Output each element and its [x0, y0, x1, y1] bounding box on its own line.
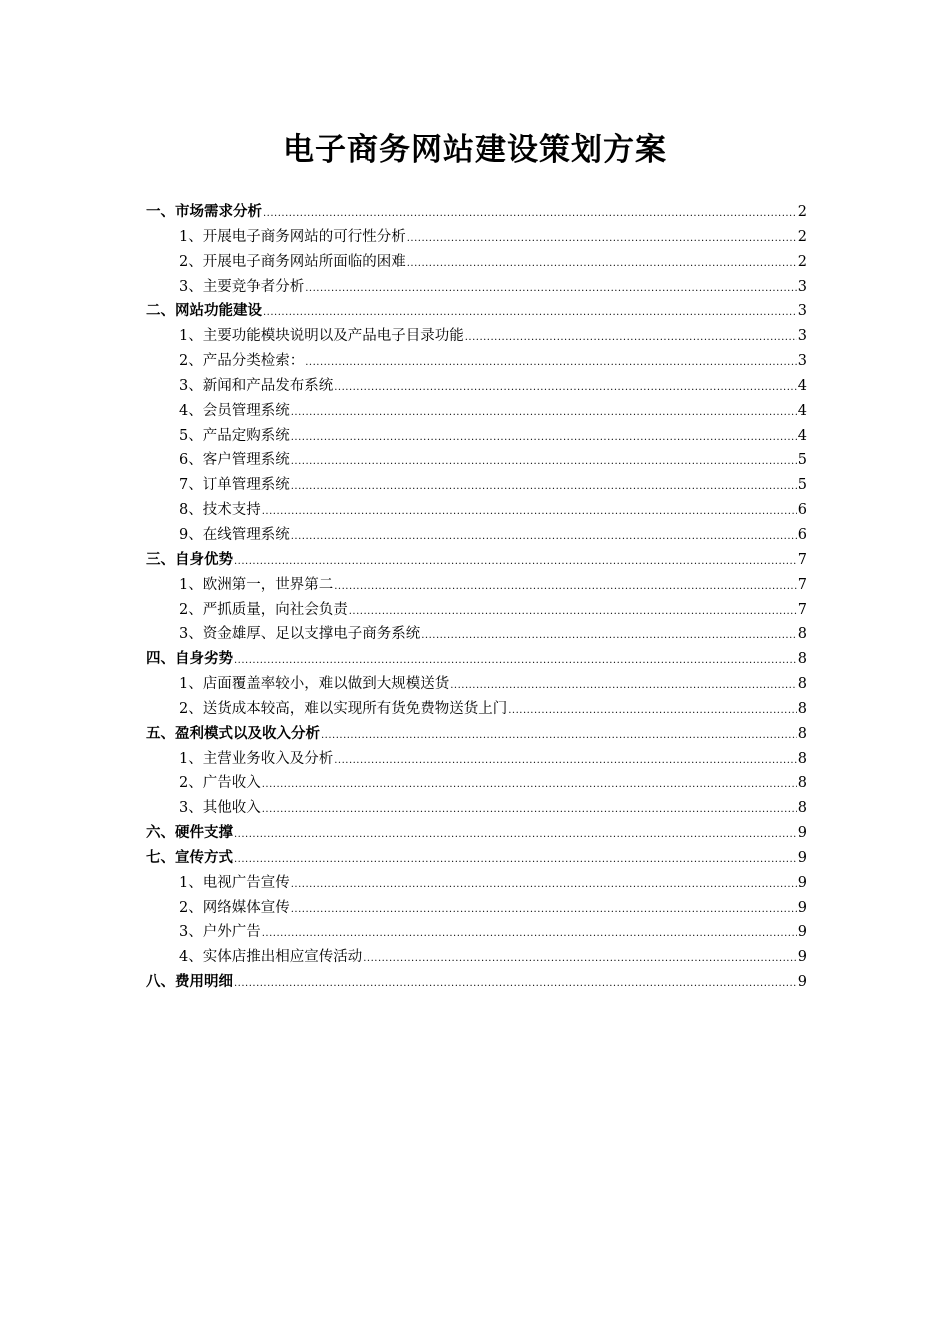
- toc-dot-leader: [262, 922, 797, 947]
- toc-subsection-entry[interactable]: [146, 896, 807, 921]
- toc-page-number: 4: [797, 402, 807, 419]
- toc-page-number: 2: [797, 204, 807, 220]
- toc-subsection-entry[interactable]: [146, 697, 807, 722]
- toc-page-number: 9: [797, 949, 807, 966]
- toc-entry-label: 二、网站功能建设: [146, 303, 262, 320]
- toc-subsection-entry[interactable]: [146, 672, 807, 697]
- toc-dot-leader: [421, 624, 797, 649]
- toc-page-number: 5: [797, 452, 807, 469]
- toc-subsection-entry[interactable]: [146, 448, 807, 473]
- toc-page-number: 3: [797, 328, 807, 345]
- toc-section-entry[interactable]: [146, 647, 807, 672]
- toc-dot-leader: [305, 351, 797, 376]
- toc-page-number: 4: [797, 377, 807, 394]
- toc-entry-label: 八、费用明细: [146, 974, 233, 991]
- toc-subsection-entry[interactable]: [146, 374, 807, 399]
- toc-entry-label: 1、欧洲第一，世界第二: [179, 576, 334, 593]
- toc-subsection-entry[interactable]: [146, 250, 807, 275]
- toc-page-number: 2: [797, 228, 807, 245]
- toc-entry-label: 9、在线管理系统: [179, 526, 290, 543]
- toc-entry-label: 四、自身劣势: [146, 651, 233, 668]
- toc-subsection-entry[interactable]: [146, 945, 807, 970]
- toc-page-number: 4: [797, 427, 807, 444]
- table-of-contents: [146, 200, 807, 995]
- toc-page-number: 2: [797, 253, 807, 270]
- toc-subsection-entry[interactable]: [146, 498, 807, 523]
- toc-dot-leader: [334, 749, 797, 774]
- toc-page-number: 9: [797, 924, 807, 941]
- toc-entry-label: 7、订单管理系统: [179, 477, 290, 494]
- toc-subsection-entry[interactable]: [146, 349, 807, 374]
- toc-dot-leader: [263, 202, 797, 227]
- toc-subsection-entry[interactable]: [146, 424, 807, 449]
- toc-page-number: 3: [797, 353, 807, 370]
- toc-page-number: 3: [797, 278, 807, 295]
- toc-subsection-entry[interactable]: [146, 920, 807, 945]
- toc-subsection-entry[interactable]: [146, 622, 807, 647]
- toc-entry-label: 2、网络媒体宣传: [179, 899, 290, 916]
- toc-dot-leader: [291, 450, 797, 475]
- toc-entry-label: 4、实体店推出相应宣传活动: [179, 949, 363, 966]
- toc-subsection-entry[interactable]: [146, 871, 807, 896]
- toc-entry-label: 1、开展电子商务网站的可行性分析: [179, 228, 406, 245]
- toc-dot-leader: [291, 898, 797, 923]
- document-title: 电子商务网站建设策划方案: [283, 132, 667, 168]
- toc-entry-label: 3、其他收入: [179, 800, 261, 817]
- toc-entry-label: 1、店面覆盖率较小，难以做到大规模送货: [179, 676, 450, 693]
- toc-dot-leader: [291, 873, 797, 898]
- toc-dot-leader: [262, 798, 797, 823]
- toc-subsection-entry[interactable]: [146, 473, 807, 498]
- toc-page-number: 8: [797, 775, 807, 792]
- toc-subsection-entry[interactable]: [146, 225, 807, 250]
- toc-entry-label: 6、客户管理系统: [179, 452, 290, 469]
- toc-entry-label: 1、主营业务收入及分析: [179, 750, 334, 767]
- toc-dot-leader: [291, 401, 797, 426]
- toc-dot-leader: [349, 600, 797, 625]
- toc-entry-label: 2、开展电子商务网站所面临的困难: [179, 253, 406, 270]
- toc-page-number: 8: [797, 676, 807, 693]
- toc-page-number: 9: [797, 849, 807, 866]
- toc-dot-leader: [334, 376, 797, 401]
- toc-dot-leader: [262, 773, 797, 798]
- toc-entry-label: 4、会员管理系统: [179, 402, 290, 419]
- toc-dot-leader: [321, 724, 797, 749]
- toc-dot-leader: [407, 227, 797, 252]
- toc-entry-label: 2、广告收入: [179, 775, 261, 792]
- toc-page-number: 5: [797, 477, 807, 494]
- toc-section-entry[interactable]: [146, 970, 807, 995]
- toc-page-number: 8: [797, 626, 807, 643]
- toc-dot-leader: [234, 649, 797, 674]
- toc-page-number: 8: [797, 651, 807, 668]
- toc-subsection-entry[interactable]: [146, 573, 807, 598]
- toc-entry-label: 五、盈利模式以及收入分析: [146, 725, 320, 742]
- toc-entry-label: 3、资金雄厚、足以支撑电子商务系统: [179, 626, 421, 643]
- toc-page-number: 8: [797, 800, 807, 817]
- toc-dot-leader: [234, 550, 797, 575]
- toc-dot-leader: [291, 525, 797, 550]
- toc-dot-leader: [234, 848, 797, 873]
- toc-entry-label: 3、户外广告: [179, 924, 261, 941]
- toc-dot-leader: [363, 947, 797, 972]
- toc-dot-leader: [334, 575, 797, 600]
- toc-entry-label: 1、电视广告宣传: [179, 874, 290, 891]
- toc-section-entry[interactable]: [146, 821, 807, 846]
- toc-entry-label: 3、主要竞争者分析: [179, 278, 305, 295]
- toc-section-entry[interactable]: [146, 299, 807, 324]
- toc-entry-label: 一、市场需求分析: [146, 204, 262, 220]
- toc-entry-label: 七、宣传方式: [146, 849, 233, 866]
- toc-page-number: 7: [797, 601, 807, 618]
- toc-page-number: 7: [797, 551, 807, 568]
- toc-subsection-entry[interactable]: [146, 275, 807, 300]
- toc-page-number: 8: [797, 725, 807, 742]
- toc-dot-leader: [465, 326, 797, 351]
- toc-page-number: 8: [797, 750, 807, 767]
- toc-page-number: 7: [797, 576, 807, 593]
- toc-dot-leader: [263, 301, 797, 326]
- toc-section-entry[interactable]: [146, 846, 807, 871]
- toc-entry-label: 3、新闻和产品发布系统: [179, 377, 334, 394]
- toc-dot-leader: [508, 699, 797, 724]
- toc-entry-label: 2、产品分类检索：: [179, 353, 305, 370]
- toc-page-number: 9: [797, 874, 807, 891]
- toc-subsection-entry[interactable]: [146, 747, 807, 772]
- toc-page-number: 9: [797, 825, 807, 842]
- toc-page-number: 3: [797, 303, 807, 320]
- toc-entry-label: 2、严抓质量，向社会负责: [179, 601, 348, 618]
- toc-dot-leader: [262, 500, 797, 525]
- toc-section-entry[interactable]: [146, 200, 807, 225]
- toc-dot-leader: [291, 426, 797, 451]
- toc-section-entry[interactable]: [146, 548, 807, 573]
- toc-entry-label: 六、硬件支撑: [146, 825, 233, 842]
- toc-dot-leader: [234, 972, 797, 997]
- toc-page-number: 9: [797, 974, 807, 991]
- toc-subsection-entry[interactable]: [146, 399, 807, 424]
- toc-entry-label: 5、产品定购系统: [179, 427, 290, 444]
- toc-dot-leader: [291, 475, 797, 500]
- toc-page-number: 8: [797, 700, 807, 717]
- toc-entry-label: 1、主要功能模块说明以及产品电子目录功能: [179, 328, 464, 345]
- toc-subsection-entry[interactable]: [146, 324, 807, 349]
- toc-dot-leader: [305, 277, 797, 302]
- toc-entry-label: 2、送货成本较高，难以实现所有货免费物送货上门: [179, 700, 508, 717]
- toc-page-number: 6: [797, 502, 807, 519]
- toc-subsection-entry[interactable]: [146, 771, 807, 796]
- toc-entry-label: 三、自身优势: [146, 551, 233, 568]
- toc-page-number: 9: [797, 899, 807, 916]
- toc-dot-leader: [407, 252, 797, 277]
- toc-dot-leader: [450, 674, 797, 699]
- toc-subsection-entry[interactable]: [146, 598, 807, 623]
- toc-entry-label: 8、技术支持: [179, 502, 261, 519]
- toc-dot-leader: [234, 823, 797, 848]
- toc-subsection-entry[interactable]: [146, 796, 807, 821]
- toc-page-number: 6: [797, 526, 807, 543]
- toc-section-entry[interactable]: [146, 722, 807, 747]
- toc-subsection-entry[interactable]: [146, 523, 807, 548]
